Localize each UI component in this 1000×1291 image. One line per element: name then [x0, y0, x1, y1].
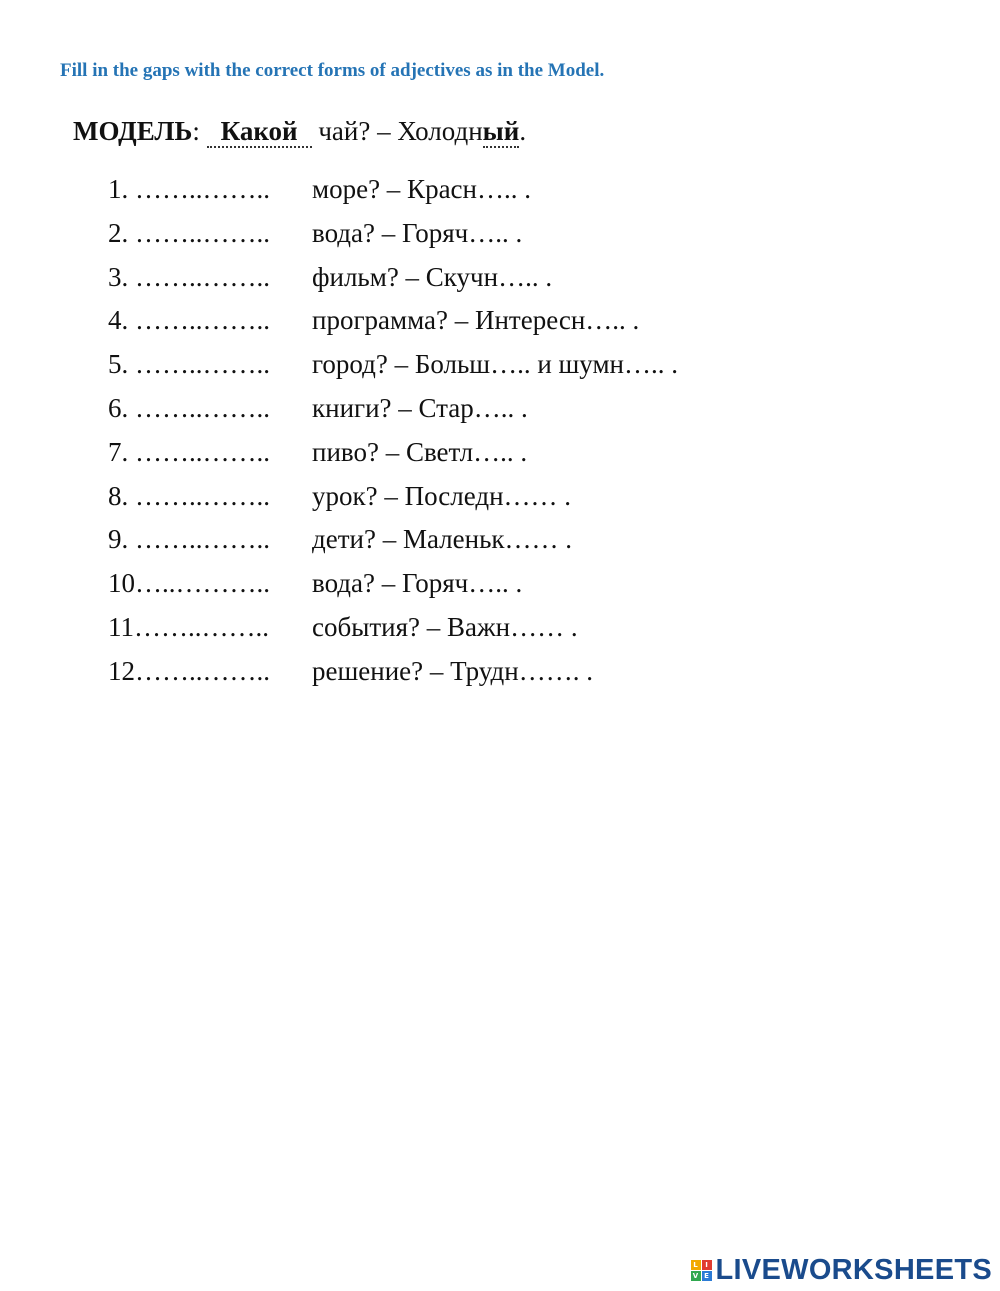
item-question: книги? – Стар….. .	[312, 392, 528, 423]
logo-block-e: E	[702, 1271, 712, 1281]
item-question: город? – Больш….. и шумн….. .	[312, 349, 678, 380]
model-question: чай? – Холодн	[318, 116, 483, 146]
liveworksheets-blocks-icon	[691, 1260, 712, 1281]
answer-gap[interactable]: 1. ……..……..	[108, 174, 270, 204]
answer-gap[interactable]: 5. ……..……..	[108, 349, 270, 380]
exercise-item	[108, 258, 678, 302]
exercise-item	[108, 564, 678, 608]
model-colon: :	[192, 116, 200, 146]
exercise-item	[108, 214, 678, 258]
logo-block-i: I	[702, 1260, 712, 1270]
answer-gap[interactable]: 3. ……..……..	[108, 261, 270, 292]
model-example	[73, 114, 526, 148]
instruction-heading: Fill in the gaps with the correct forms of adjectives as in the Model.	[60, 60, 605, 81]
item-question: решение? – Трудн……. .	[312, 655, 593, 686]
exercise-item	[108, 389, 678, 433]
logo-text: LIVEWORKSHEETS	[715, 1253, 992, 1286]
item-question: фильм? – Скучн….. .	[312, 261, 553, 292]
item-question: урок? – Последн…… .	[312, 480, 572, 511]
item-question: море? – Красн….. .	[312, 174, 531, 204]
liveworksheets-logo[interactable]	[691, 1254, 993, 1286]
item-question: события? – Важн…… .	[312, 611, 578, 642]
model-ending: ый	[482, 116, 520, 146]
item-question: пиво? – Светл….. .	[312, 436, 528, 467]
item-question: вода? – Горяч….. .	[312, 217, 523, 248]
logo-block-l: L	[691, 1260, 701, 1270]
answer-gap[interactable]: 12……..……..	[108, 655, 270, 686]
exercise-list	[108, 170, 678, 696]
answer-gap[interactable]: 6. ……..……..	[108, 392, 270, 423]
answer-gap[interactable]: 11……..……..	[108, 611, 269, 642]
exercise-item	[108, 477, 678, 521]
item-question: дети? – Маленьк…… .	[312, 524, 573, 555]
answer-gap[interactable]: 8. ……..……..	[108, 480, 270, 511]
exercise-item	[108, 608, 678, 652]
item-question: программа? – Интересн….. .	[312, 305, 640, 336]
exercise-item	[108, 170, 678, 214]
model-answer: Какой	[207, 116, 312, 148]
answer-gap[interactable]: 10…..………..	[108, 568, 270, 599]
exercise-item	[108, 301, 678, 345]
logo-block-v: V	[691, 1271, 701, 1281]
answer-gap[interactable]: 9. ……..……..	[108, 524, 270, 555]
model-label: МОДЕЛЬ	[73, 116, 193, 146]
exercise-item	[108, 345, 678, 389]
answer-gap[interactable]: 4. ……..……..	[108, 305, 270, 336]
exercise-item	[108, 433, 678, 477]
model-period: .	[519, 116, 527, 146]
exercise-item	[108, 520, 678, 564]
answer-gap[interactable]: 2. ……..……..	[108, 217, 270, 248]
exercise-item	[108, 652, 678, 696]
item-question: вода? – Горяч….. .	[312, 568, 523, 599]
answer-gap[interactable]: 7. ……..……..	[108, 436, 270, 467]
